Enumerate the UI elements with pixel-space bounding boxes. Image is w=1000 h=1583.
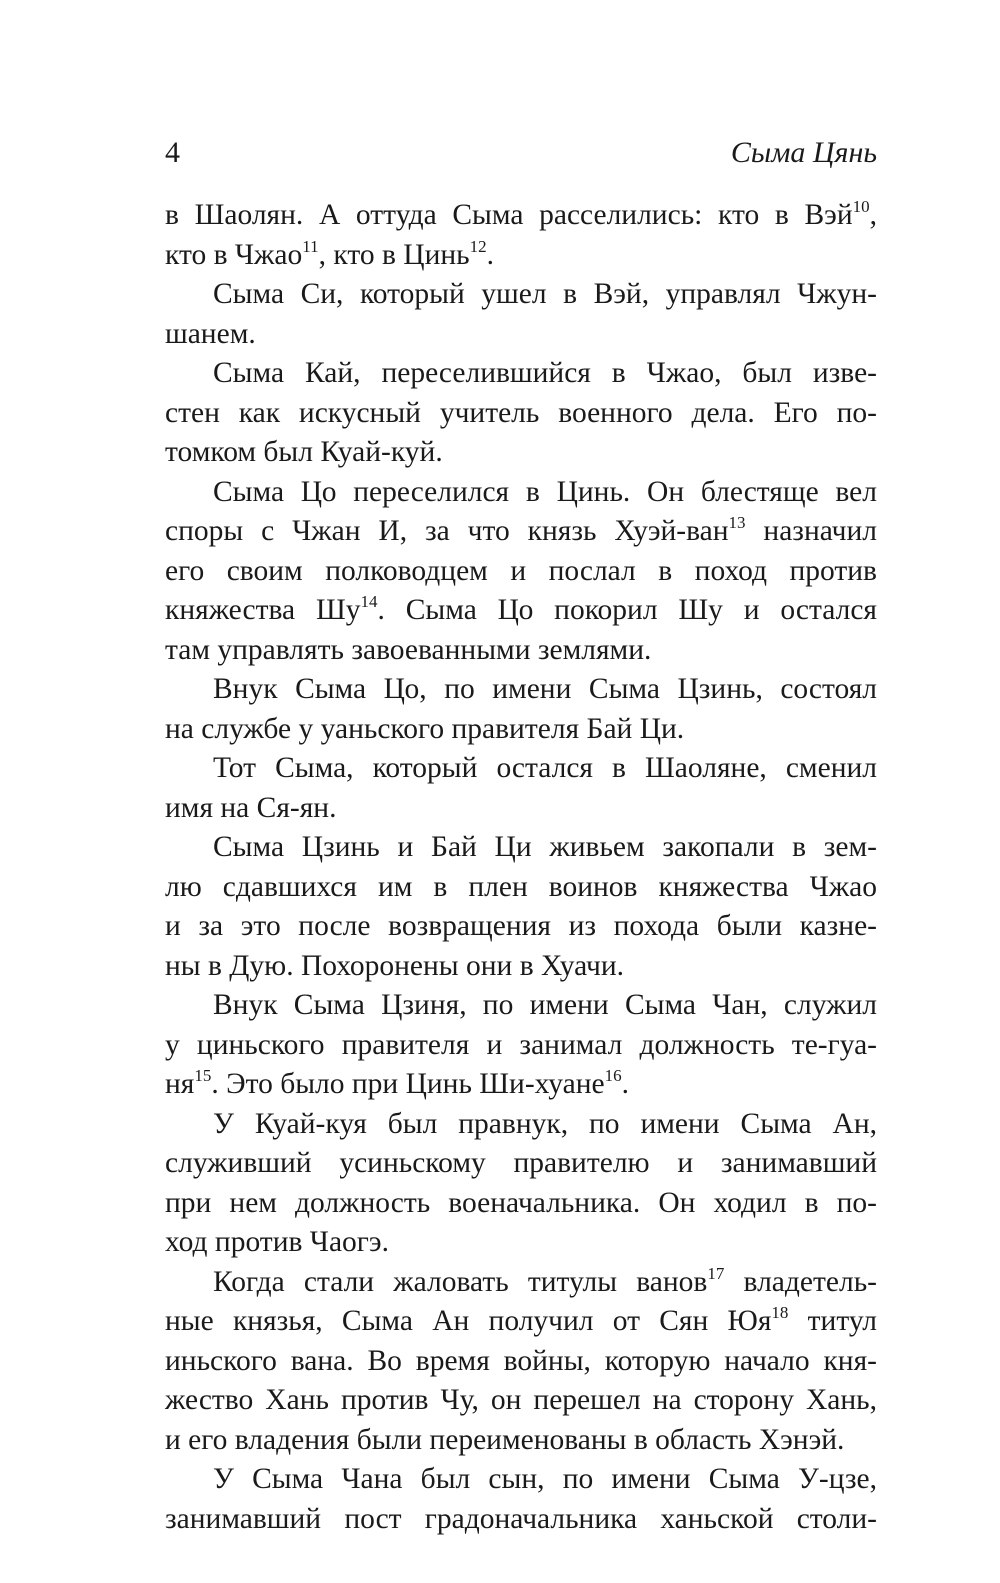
text-segment: Сыма Цзинь и Бай Ци живьем закопали в зем- [213,831,877,863]
text-segment: и его владения были переименованы в область Хэнэй. [165,1423,845,1456]
text-segment: томком был Куай-куй. [165,436,443,468]
text-line [165,315,877,355]
text-segment: лю сдавшихся им в плен воинов княжества Чжао [165,870,877,903]
text-line [165,1421,877,1461]
text-segment: Сыма Си, который ушел в Вэй, управлял Чжун- [213,278,877,310]
text-line [165,196,877,236]
text-segment: имя на Ся-ян. [165,791,337,824]
text-segment: споры с Чжан И, за что князь Хуэй-ван [165,515,729,547]
text-segment: У Сыма Чана был сын, по имени Сыма У-цзе, [213,1463,877,1495]
text-segment: там управлять завоеванными землями. [165,633,652,666]
footnote-marker: 14 [360,592,378,611]
text-line [165,1500,877,1540]
text-line [165,907,877,947]
text-line [165,789,877,829]
text-line [165,986,877,1026]
text-segment: . Это было при Цинь Ши-хуане [211,1068,605,1100]
text-segment: Внук Сыма Цзиня, по имени Сыма Чан, служил [213,989,877,1021]
text-segment: . Сыма Цо покорил Шу и остался [377,594,877,626]
page-number: 4 [165,136,180,169]
text-segment: Сыма Кай, переселившийся в Чжао, был изве- [213,357,877,389]
text-segment: в Шаолян. А оттуда Сыма расселились: кто в Вэй [165,199,853,231]
footnote-marker: 15 [194,1066,212,1085]
text-line [165,1342,877,1382]
text-segment: на службе у уаньского правителя Бай Ци. [165,712,685,745]
text-line [165,1144,877,1184]
footnote-marker: 12 [469,236,487,256]
text-segment: у циньского правителя и занимал должность те-гуа- [165,1028,877,1061]
text-line [165,1184,877,1224]
text-segment: , [869,199,877,231]
text-segment: служивший усиньскому правителю и занимавший [165,1147,877,1179]
text-line [165,512,877,552]
text-line [165,433,877,473]
text-segment: занимавший пост градоначальника ханьской столи- [165,1502,877,1535]
text-line [165,394,877,434]
footnote-marker: 11 [302,236,319,256]
footnote-marker: 10 [852,197,870,216]
text-line [165,1105,877,1145]
text-segment: У Куай-куя был правнук, по имени Сыма Ан, [213,1107,877,1140]
running-title: Сыма Цянь [730,136,877,169]
text-line [165,947,877,987]
text-line [165,1065,877,1105]
text-line [165,828,877,868]
text-segment: , кто в Цинь [318,238,470,271]
footnote-marker: 18 [771,1303,789,1322]
text-segment: Сыма Цо переселился в Цинь. Он блестяще вел [213,475,877,508]
text-line [165,354,877,394]
text-line [165,1460,877,1500]
text-segment: ны в Дую. Похоронены они в Хуачи. [165,949,624,982]
footnote-marker: 17 [707,1263,725,1283]
text-segment: шанем. [165,317,256,350]
text-line [165,591,877,631]
text-segment: и за это после возвращения из похода были казне- [165,910,877,942]
text-segment: Внук Сыма Цо, по имени Сыма Цзинь, состоял [213,673,877,705]
page-header [165,133,877,173]
text-segment: титул [788,1305,878,1337]
text-segment: назначил [745,515,877,547]
text-segment: владетель- [724,1265,877,1298]
text-segment: ня [165,1068,195,1100]
text-segment: кто в Чжао [165,238,303,271]
text-line [165,868,877,908]
footnote-marker: 13 [728,513,746,532]
text-segment: ход против Чаогэ. [165,1226,389,1258]
text-line [165,631,877,671]
text-line [165,552,877,592]
text-segment: при нем должность военачальника. Он ходил в по- [165,1186,877,1219]
text-segment: Когда стали жаловать титулы ванов [213,1265,708,1298]
text-line [165,1302,877,1342]
text-line [165,1223,877,1263]
text-segment: . [486,238,494,271]
text-segment: иньского вана. Во время войны, которую начало кня- [165,1344,877,1377]
text-line [165,275,877,315]
text-line [165,1381,877,1421]
text-line [165,710,877,750]
text-segment: его своим полководцем и послал в поход против [165,554,877,587]
text-segment: стен как искусный учитель военного дела. Его по- [165,396,877,429]
text-line [165,236,877,276]
text-segment: Тот Сыма, который остался в Шаоляне, сменил [213,752,877,784]
text-segment: ные князья, Сыма Ан получил от Сян Юя [165,1305,772,1337]
footnote-marker: 16 [604,1066,622,1085]
text-segment: княжества Шу [165,594,361,626]
text-line [165,1026,877,1066]
text-line [165,473,877,513]
text-line [165,749,877,789]
body-text [165,196,877,1539]
text-line [165,670,877,710]
text-segment: . [621,1068,630,1100]
text-line [165,1263,877,1303]
text-segment: жество Хань против Чу, он перешел на сторону Хань, [165,1384,877,1416]
